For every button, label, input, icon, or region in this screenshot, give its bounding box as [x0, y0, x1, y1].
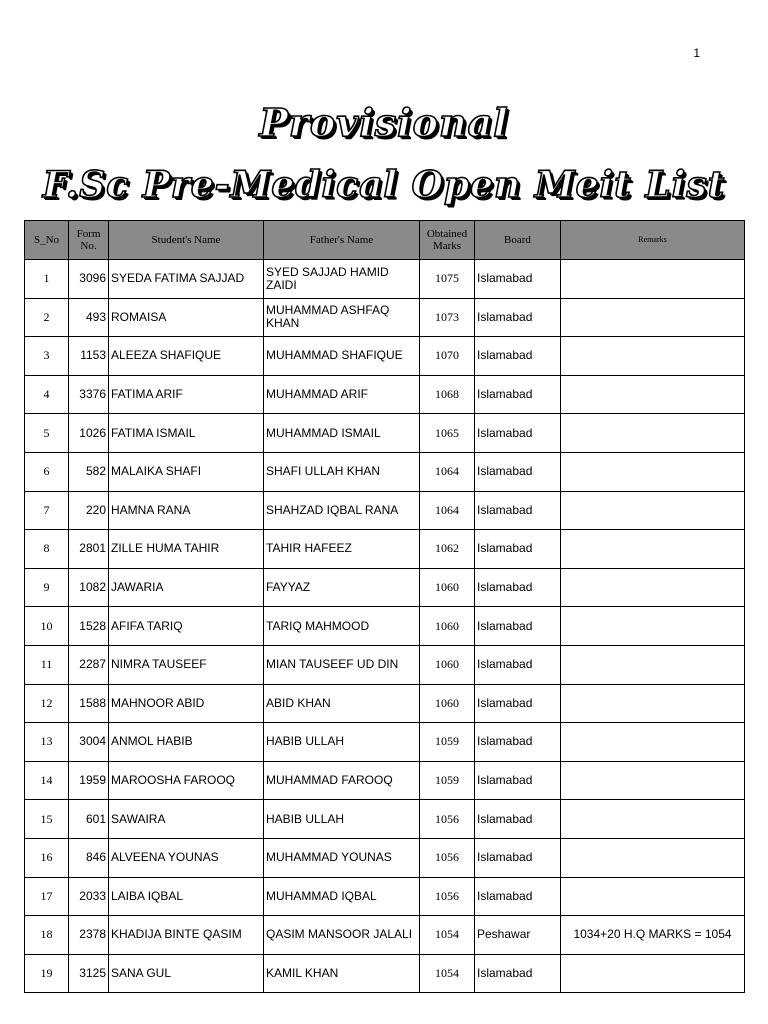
cell-father-name: MUHAMMAD ISMAIL [264, 414, 420, 453]
cell-student-name: FATIMA ARIF [109, 375, 264, 414]
cell-father-name: HABIB ULLAH [264, 723, 420, 762]
cell-form-no: 2033 [69, 877, 109, 916]
cell-father-name: MUHAMMAD SHAFIQUE [264, 337, 420, 376]
cell-student-name: ANMOL HABIB [109, 723, 264, 762]
table-row [25, 838, 745, 877]
cell-s-no: 17 [25, 877, 69, 916]
cell-father-name: SHAFI ULLAH KHAN [264, 452, 420, 491]
cell-board: Islamabad [475, 761, 561, 800]
table-row [25, 954, 745, 993]
cell-s-no: 18 [25, 916, 69, 955]
cell-student-name: SYEDA FATIMA SAJJAD [109, 260, 264, 299]
cell-father-name: SHAHZAD IQBAL RANA [264, 491, 420, 530]
cell-remarks [561, 761, 745, 800]
cell-student-name: SANA GUL [109, 954, 264, 993]
cell-s-no: 4 [25, 375, 69, 414]
cell-student-name: MAHNOOR ABID [109, 684, 264, 723]
cell-father-name: TARIQ MAHMOOD [264, 607, 420, 646]
table-body [25, 260, 745, 993]
cell-student-name: JAWARIA [109, 568, 264, 607]
document-subtitle: F.Sc Pre-Medical Open Meit List [42, 164, 726, 206]
header-form-no-line2: No. [80, 240, 97, 252]
cell-obtained-marks: 1075 [420, 260, 475, 299]
table-row [25, 723, 745, 762]
page-number: 1 [693, 46, 700, 60]
cell-form-no: 3004 [69, 723, 109, 762]
cell-remarks [561, 607, 745, 646]
cell-remarks [561, 568, 745, 607]
cell-form-no: 493 [69, 298, 109, 337]
cell-form-no: 2801 [69, 530, 109, 569]
cell-form-no: 1153 [69, 337, 109, 376]
cell-form-no: 3376 [69, 375, 109, 414]
cell-obtained-marks: 1070 [420, 337, 475, 376]
cell-s-no: 2 [25, 298, 69, 337]
table-row [25, 375, 745, 414]
cell-s-no: 12 [25, 684, 69, 723]
cell-student-name: ALEEZA SHAFIQUE [109, 337, 264, 376]
cell-obtained-marks: 1060 [420, 684, 475, 723]
cell-father-name: MUHAMMAD FAROOQ [264, 761, 420, 800]
table-row [25, 260, 745, 299]
cell-board: Islamabad [475, 877, 561, 916]
cell-father-name: SYED SAJJAD HAMID ZAIDI [264, 260, 420, 299]
cell-board: Peshawar [475, 916, 561, 955]
cell-father-name: MUHAMMAD ASHFAQ KHAN [264, 298, 420, 337]
cell-board: Islamabad [475, 530, 561, 569]
cell-s-no: 7 [25, 491, 69, 530]
table-row [25, 568, 745, 607]
cell-obtained-marks: 1060 [420, 568, 475, 607]
cell-obtained-marks: 1060 [420, 645, 475, 684]
cell-student-name: KHADIJA BINTE QASIM [109, 916, 264, 955]
cell-obtained-marks: 1056 [420, 800, 475, 839]
cell-obtained-marks: 1059 [420, 761, 475, 800]
cell-s-no: 15 [25, 800, 69, 839]
cell-board: Islamabad [475, 414, 561, 453]
cell-remarks [561, 337, 745, 376]
cell-father-name: MUHAMMAD YOUNAS [264, 838, 420, 877]
table-row [25, 877, 745, 916]
cell-s-no: 16 [25, 838, 69, 877]
cell-father-name: MIAN TAUSEEF UD DIN [264, 645, 420, 684]
cell-remarks [561, 723, 745, 762]
cell-remarks [561, 375, 745, 414]
cell-form-no: 220 [69, 491, 109, 530]
cell-form-no: 1528 [69, 607, 109, 646]
cell-father-name: HABIB ULLAH [264, 800, 420, 839]
cell-obtained-marks: 1065 [420, 414, 475, 453]
cell-form-no: 2287 [69, 645, 109, 684]
table-row [25, 645, 745, 684]
cell-father-name: KAMIL KHAN [264, 954, 420, 993]
cell-form-no: 1082 [69, 568, 109, 607]
cell-student-name: ROMAISA [109, 298, 264, 337]
cell-student-name: MALAIKA SHAFI [109, 452, 264, 491]
cell-board: Islamabad [475, 838, 561, 877]
merit-list-table [24, 220, 745, 993]
cell-obtained-marks: 1056 [420, 838, 475, 877]
cell-father-name: MUHAMMAD ARIF [264, 375, 420, 414]
cell-form-no: 601 [69, 800, 109, 839]
cell-board: Islamabad [475, 260, 561, 299]
cell-remarks [561, 645, 745, 684]
cell-form-no: 582 [69, 452, 109, 491]
cell-student-name: AFIFA TARIQ [109, 607, 264, 646]
cell-father-name: TAHIR HAFEEZ [264, 530, 420, 569]
cell-s-no: 19 [25, 954, 69, 993]
cell-form-no: 2378 [69, 916, 109, 955]
header-form-no-line1: Form [76, 228, 101, 240]
table-row [25, 916, 745, 955]
cell-remarks [561, 298, 745, 337]
cell-form-no: 1959 [69, 761, 109, 800]
cell-s-no: 11 [25, 645, 69, 684]
cell-remarks [561, 838, 745, 877]
cell-remarks [561, 877, 745, 916]
header-marks-line2: Marks [432, 240, 462, 252]
cell-board: Islamabad [475, 491, 561, 530]
cell-obtained-marks: 1056 [420, 877, 475, 916]
cell-s-no: 8 [25, 530, 69, 569]
header-s-no: S_No [25, 221, 69, 260]
cell-s-no: 13 [25, 723, 69, 762]
table-row [25, 298, 745, 337]
cell-board: Islamabad [475, 337, 561, 376]
cell-obtained-marks: 1073 [420, 298, 475, 337]
cell-form-no: 3096 [69, 260, 109, 299]
cell-remarks [561, 684, 745, 723]
header-father-name: Father's Name [264, 221, 420, 260]
header-marks-line1: Obtained [426, 228, 468, 240]
document-title: Provisional [259, 100, 509, 145]
header-remarks: Remarks [561, 221, 745, 260]
cell-board: Islamabad [475, 684, 561, 723]
cell-remarks: 1034+20 H.Q MARKS = 1054 [561, 916, 745, 955]
cell-form-no: 1026 [69, 414, 109, 453]
cell-obtained-marks: 1054 [420, 916, 475, 955]
cell-board: Islamabad [475, 723, 561, 762]
table-row [25, 607, 745, 646]
cell-obtained-marks: 1060 [420, 607, 475, 646]
cell-s-no: 9 [25, 568, 69, 607]
cell-father-name: FAYYAZ [264, 568, 420, 607]
cell-student-name: FATIMA ISMAIL [109, 414, 264, 453]
table-row [25, 530, 745, 569]
cell-board: Islamabad [475, 568, 561, 607]
cell-father-name: QASIM MANSOOR JALALI [264, 916, 420, 955]
cell-board: Islamabad [475, 298, 561, 337]
cell-remarks [561, 260, 745, 299]
cell-form-no: 1588 [69, 684, 109, 723]
cell-father-name: MUHAMMAD IQBAL [264, 877, 420, 916]
cell-remarks [561, 414, 745, 453]
cell-remarks [561, 954, 745, 993]
cell-s-no: 1 [25, 260, 69, 299]
cell-board: Islamabad [475, 607, 561, 646]
header-form-no [69, 221, 109, 260]
header-student-name: Student's Name [109, 221, 264, 260]
cell-board: Islamabad [475, 800, 561, 839]
cell-student-name: ZILLE HUMA TAHIR [109, 530, 264, 569]
cell-form-no: 846 [69, 838, 109, 877]
table-row [25, 337, 745, 376]
cell-remarks [561, 530, 745, 569]
cell-s-no: 6 [25, 452, 69, 491]
cell-board: Islamabad [475, 645, 561, 684]
table-row [25, 452, 745, 491]
cell-s-no: 5 [25, 414, 69, 453]
table-row [25, 684, 745, 723]
cell-board: Islamabad [475, 954, 561, 993]
cell-father-name: ABID KHAN [264, 684, 420, 723]
table-row [25, 414, 745, 453]
cell-remarks [561, 452, 745, 491]
cell-remarks [561, 800, 745, 839]
table-header-row [25, 221, 745, 260]
table-row [25, 800, 745, 839]
cell-student-name: NIMRA TAUSEEF [109, 645, 264, 684]
cell-obtained-marks: 1054 [420, 954, 475, 993]
cell-student-name: LAIBA IQBAL [109, 877, 264, 916]
cell-obtained-marks: 1064 [420, 491, 475, 530]
cell-student-name: MAROOSHA FAROOQ [109, 761, 264, 800]
table-row [25, 761, 745, 800]
table-row [25, 491, 745, 530]
cell-s-no: 14 [25, 761, 69, 800]
cell-s-no: 3 [25, 337, 69, 376]
cell-student-name: HAMNA RANA [109, 491, 264, 530]
header-board: Board [475, 221, 561, 260]
cell-remarks [561, 491, 745, 530]
cell-s-no: 10 [25, 607, 69, 646]
cell-student-name: SAWAIRA [109, 800, 264, 839]
cell-obtained-marks: 1062 [420, 530, 475, 569]
cell-form-no: 3125 [69, 954, 109, 993]
cell-obtained-marks: 1059 [420, 723, 475, 762]
cell-board: Islamabad [475, 452, 561, 491]
header-obtained-marks [420, 221, 475, 260]
cell-obtained-marks: 1068 [420, 375, 475, 414]
cell-board: Islamabad [475, 375, 561, 414]
cell-student-name: ALVEENA YOUNAS [109, 838, 264, 877]
cell-obtained-marks: 1064 [420, 452, 475, 491]
